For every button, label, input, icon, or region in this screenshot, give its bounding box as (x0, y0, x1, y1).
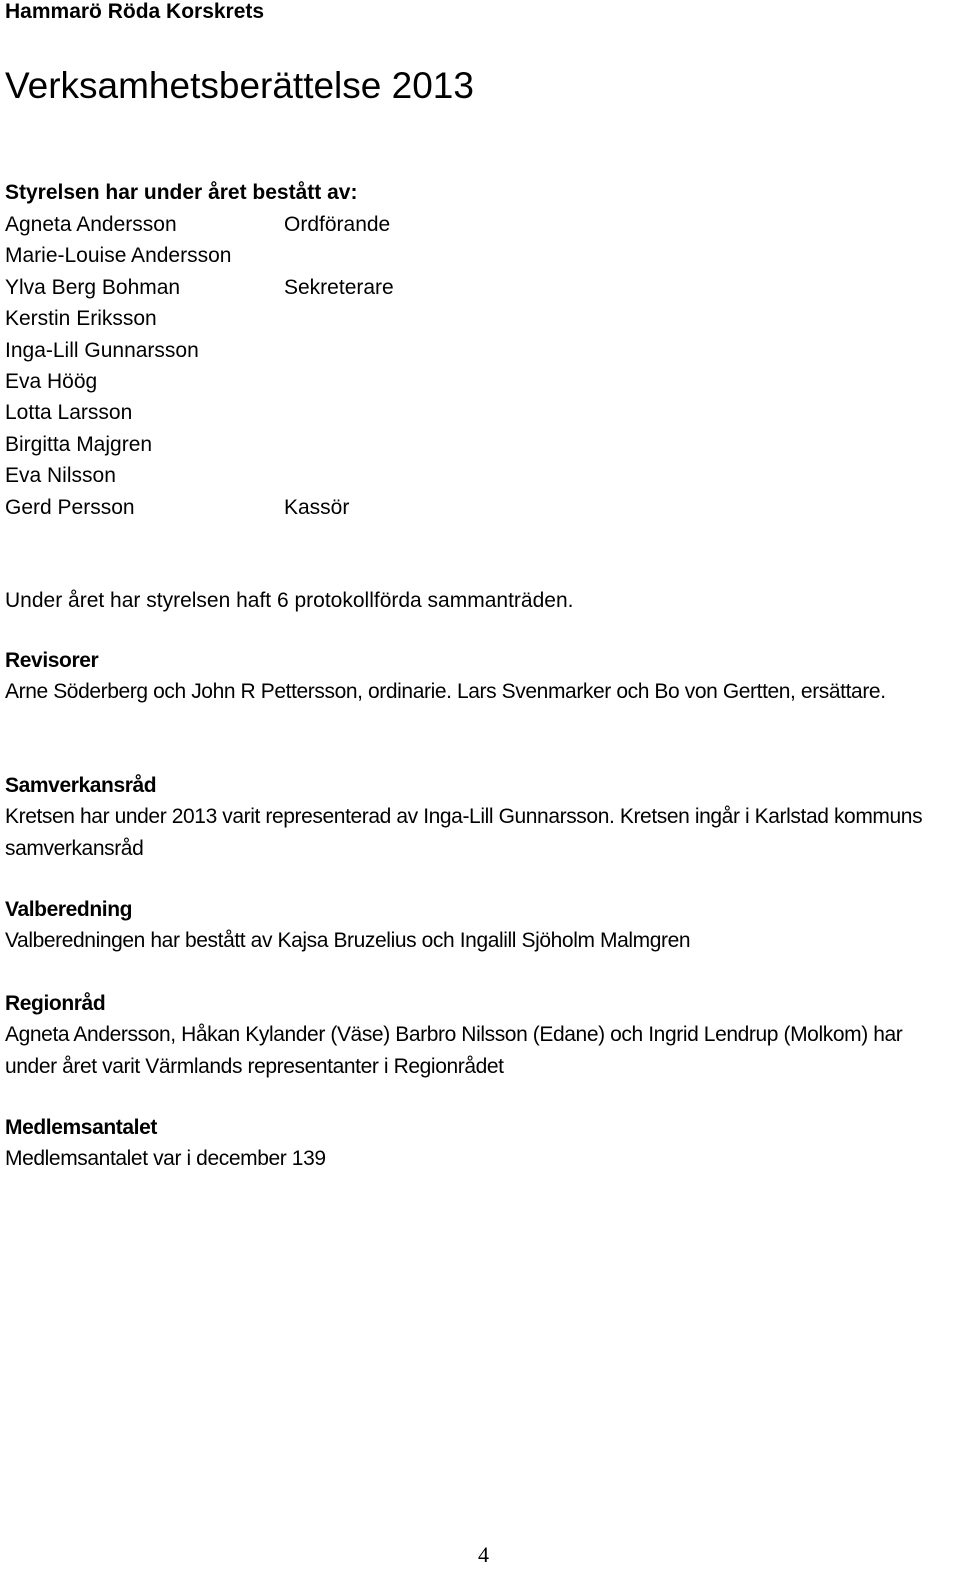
section-text: Agneta Andersson, Håkan Kylander (Väse) Barbro Nilsson (Edane) och Ingrid Lendrup (Molkom) har under året varit Värmlands representanter i Regionrådet (5, 1023, 903, 1078)
board-member-row (5, 398, 605, 429)
section-heading: Regionråd (5, 992, 106, 1015)
board-member-role: Sekreterare (284, 275, 394, 299)
board-member-role: Ordförande (284, 213, 391, 236)
board-member-name: Eva Nilsson (5, 464, 116, 488)
board-member-name: Gerd Persson (5, 495, 135, 519)
board-member-row (5, 367, 605, 398)
board-member-name: Inga-Lill Gunnarsson (5, 338, 199, 362)
board-member-row (5, 493, 605, 524)
board-member-name: Marie-Louise Andersson (5, 244, 232, 268)
section-text: Medlemsantalet var i december 139 (5, 1147, 326, 1170)
board-member-name: Ylva Berg Bohman (5, 275, 181, 299)
section-valberedning (5, 894, 955, 957)
section-heading: Valberedning (5, 898, 133, 921)
board-member-row (5, 210, 605, 241)
board-member-row (5, 304, 605, 335)
board-member-row (5, 273, 605, 304)
section-revisorer (5, 645, 955, 708)
board-member-name: Agneta Andersson (5, 213, 177, 236)
page-number: 4 (478, 1542, 489, 1567)
board-member-row (5, 430, 605, 461)
board-member-row (5, 336, 605, 367)
section-samverkansrad (5, 770, 955, 864)
section-text: Arne Söderberg och John R Pettersson, ordinarie. Lars Svenmarker och Bo von Gertten, ersättare. (5, 680, 886, 703)
section-heading: Medlemsantalet (5, 1116, 157, 1139)
board-member-row (5, 241, 605, 272)
section-heading: Samverkansråd (5, 774, 157, 797)
board-member-name: Eva Höög (5, 369, 98, 393)
section-regionrad (5, 988, 955, 1082)
section-medlemsantalet (5, 1112, 955, 1175)
section-text: Valberedningen har bestått av Kajsa Bruzelius och Ingalill Sjöholm Malmgren (5, 929, 691, 952)
board-member-name: Birgitta Majgren (5, 432, 153, 456)
section-heading: Revisorer (5, 649, 99, 672)
board-member-name: Lotta Larsson (5, 401, 133, 425)
document-title: Verksamhetsberättelse 2013 (5, 65, 474, 106)
board-member-list (5, 210, 605, 524)
board-member-role: Kassör (284, 495, 350, 519)
section-text: Kretsen har under 2013 varit representerad av Inga-Lill Gunnarsson. Kretsen ingår i Karlstad kommuns samverkansråd (5, 805, 923, 860)
board-member-row (5, 461, 605, 492)
meetings-text: Under året har styrelsen haft 6 protokollförda sammanträden. (5, 589, 574, 612)
board-member-name: Kerstin Eriksson (5, 307, 157, 331)
board-heading: Styrelsen har under året bestått av: (5, 181, 358, 204)
organization-name: Hammarö Röda Korskrets (5, 0, 265, 23)
